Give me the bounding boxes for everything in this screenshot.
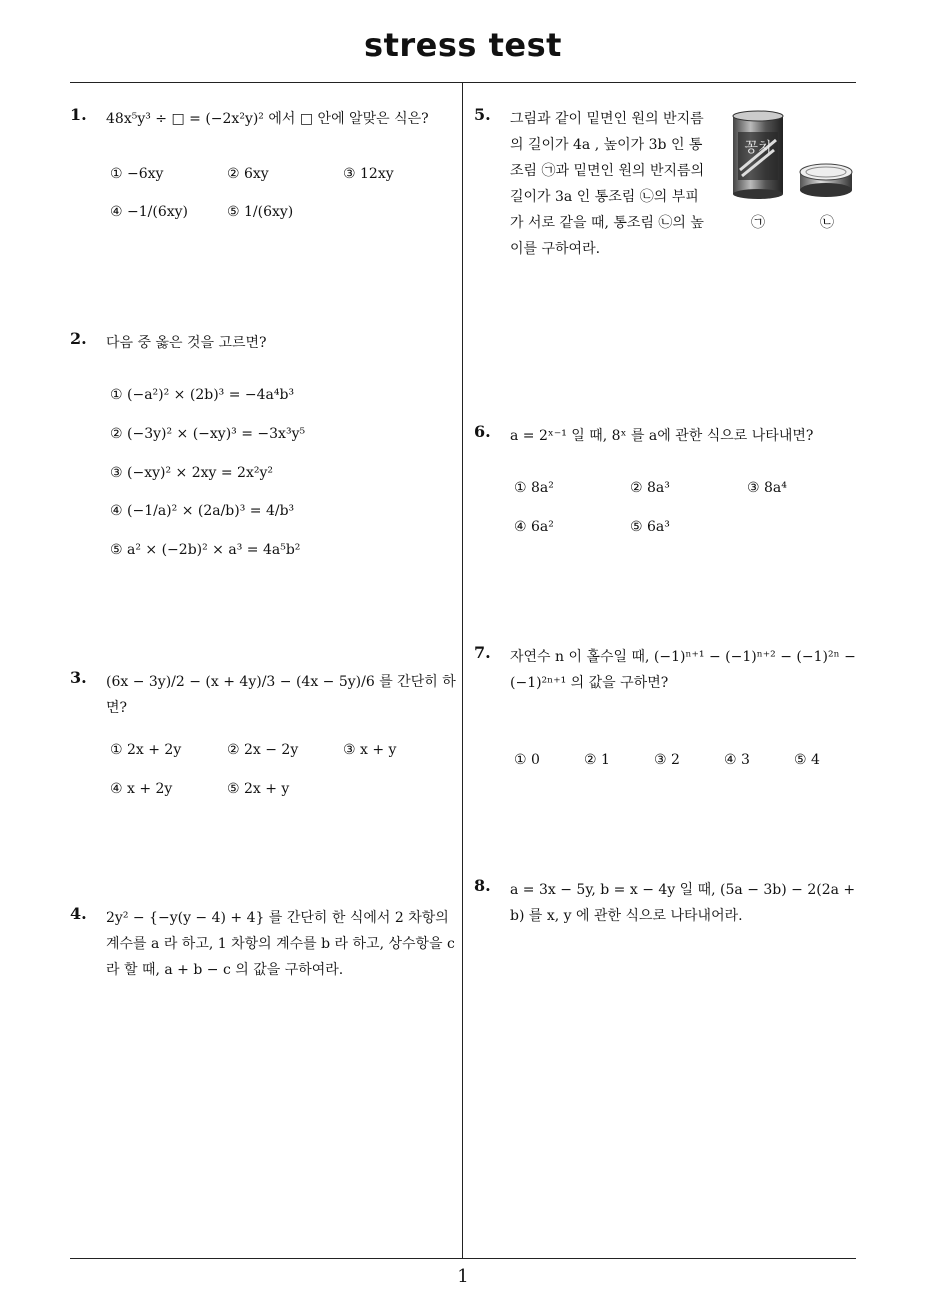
choice-2[interactable]: ② 1 xyxy=(584,752,610,768)
choice-4[interactable]: ④ (−1/a)² × (2a/b)³ = 4/b³ xyxy=(110,503,295,519)
top-rule xyxy=(70,82,856,83)
can-1-label: ㉠ xyxy=(751,215,765,231)
can-label-text: 꽁치 xyxy=(744,140,772,156)
choice-4[interactable]: ④ 6a² xyxy=(514,519,554,535)
choice-5[interactable]: ⑤ 1/(6xy) xyxy=(227,204,294,220)
tall-can-image xyxy=(730,110,786,200)
choice-2[interactable]: ② 8a³ xyxy=(630,480,670,496)
choice-5[interactable]: ⑤ 4 xyxy=(794,752,820,768)
question-number: 1. xyxy=(70,105,87,124)
question-number: 3. xyxy=(70,668,87,687)
question-text: 다음 중 옳은 것을 고르면? xyxy=(106,335,267,351)
page-number: 1 xyxy=(457,1266,469,1287)
choice-4[interactable]: ④ 3 xyxy=(724,752,750,768)
question-text: 2y² − {−y(y − 4) + 4} 를 간단히 한 식에서 2 차항의 계수를 a 라 하고, 1 차항의 계수를 b 라 하고, 상수항을 c 라 할 때, a + b − c 의 값을 구하여라. xyxy=(106,910,455,978)
choice-1[interactable]: ① (−a²)² × (2b)³ = −4a⁴b³ xyxy=(110,387,295,403)
document-title: stress test xyxy=(364,26,562,64)
question-text: 48x⁵y³ ÷ □ = (−2x²y)² 에서 □ 안에 알맞은 식은? xyxy=(106,111,429,127)
question-number: 2. xyxy=(70,329,87,348)
choice-1[interactable]: ① 2x + 2y xyxy=(110,742,182,758)
question-number: 6. xyxy=(474,422,491,441)
choice-4[interactable]: ④ x + 2y xyxy=(110,781,173,797)
choice-3[interactable]: ③ (−xy)² × 2xy = 2x²y² xyxy=(110,465,273,481)
short-can-image xyxy=(796,162,856,200)
choice-2[interactable]: ② 6xy xyxy=(227,166,269,182)
question-text: a = 3x − 5y, b = x − 4y 일 때, (5a − 3b) − 2(2a + b) 를 x, y 에 관한 식으로 나타내어라. xyxy=(510,882,856,924)
choice-1[interactable]: ① −6xy xyxy=(110,166,164,182)
question-number: 8. xyxy=(474,876,491,895)
question-number: 5. xyxy=(474,105,491,124)
choice-2[interactable]: ② 2x − 2y xyxy=(227,742,299,758)
choice-3[interactable]: ③ x + y xyxy=(343,742,397,758)
question-text: 그림과 같이 밑면인 원의 반지름의 길이가 4a , 높이가 3b 인 통조림 ㉠과 밑면인 원의 반지름의 길이가 3a 인 통조림 ㉡의 부피가 서로 같을 때, 통조림 ㉡의 높이를 구하여라. xyxy=(510,111,705,257)
question-number: 4. xyxy=(70,904,87,923)
question-text: 자연수 n 이 홀수일 때, (−1)ⁿ⁺¹ − (−1)ⁿ⁺² − (−1)²ⁿ − (−1)²ⁿ⁺¹ 의 값을 구하면? xyxy=(510,649,856,691)
column-divider xyxy=(462,83,463,1259)
question-text: a = 2ˣ⁻¹ 일 때, 8ˣ 를 a에 관한 식으로 나타내면? xyxy=(510,428,814,444)
choice-1[interactable]: ① 0 xyxy=(514,752,540,768)
choice-3[interactable]: ③ 12xy xyxy=(343,166,394,182)
question-text: (6x − 3y)/2 − (x + 4y)/3 − (4x − 5y)/6 를 간단히 하면? xyxy=(106,674,456,716)
can-2-label: ㉡ xyxy=(820,215,834,231)
question-number: 7. xyxy=(474,643,491,662)
choice-5[interactable]: ⑤ 6a³ xyxy=(630,519,670,535)
choice-5[interactable]: ⑤ 2x + y xyxy=(227,781,290,797)
choice-3[interactable]: ③ 8a⁴ xyxy=(747,480,787,496)
choice-5[interactable]: ⑤ a² × (−2b)² × a³ = 4a⁵b² xyxy=(110,542,301,558)
choice-3[interactable]: ③ 2 xyxy=(654,752,680,768)
choice-4[interactable]: ④ −1/(6xy) xyxy=(110,204,188,220)
choice-2[interactable]: ② (−3y)² × (−xy)³ = −3x³y⁵ xyxy=(110,426,306,442)
choice-1[interactable]: ① 8a² xyxy=(514,480,554,496)
bottom-rule xyxy=(70,1258,856,1259)
